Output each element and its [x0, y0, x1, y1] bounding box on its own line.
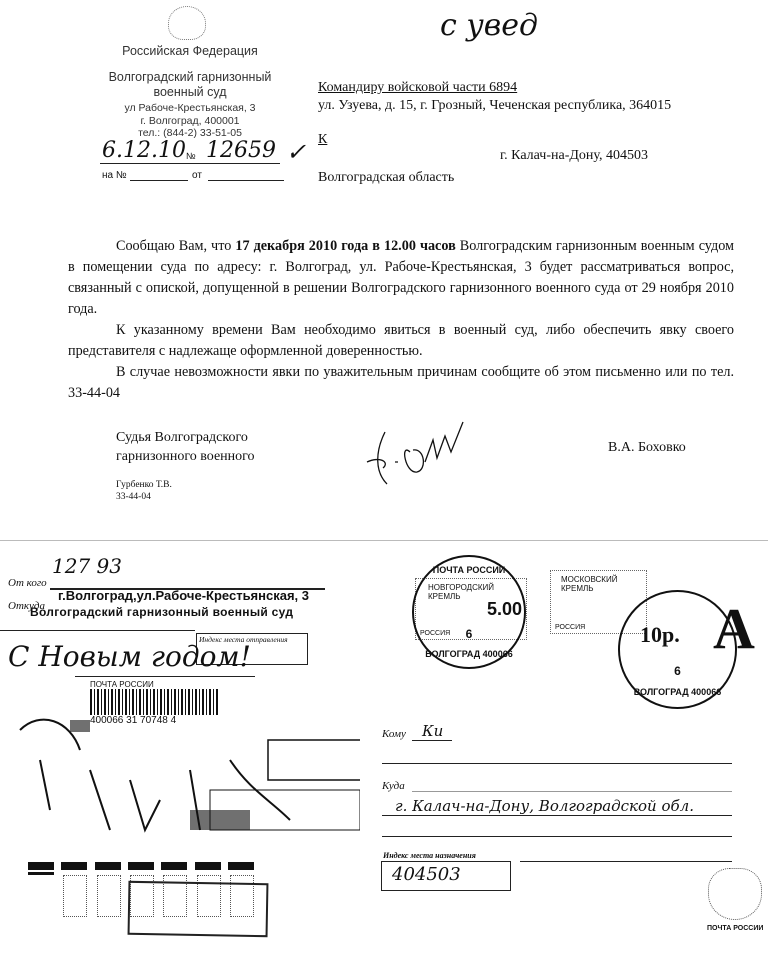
- top-handwritten-note: с увед: [440, 8, 538, 43]
- number-label: №: [186, 151, 196, 161]
- from-address: г.Волгоград,ул.Рабоче-Крестьянская, 3: [58, 588, 309, 603]
- coat-of-arms-emblem: [168, 6, 206, 40]
- recipient-line3: г. Калач-на-Дону, 404503: [500, 148, 649, 163]
- reply-label: на №: [102, 170, 127, 181]
- recipient-line1: Командиру войсковой части 6894: [318, 80, 518, 95]
- check-mark: ✓: [286, 138, 307, 166]
- executor-phone: 33-44-04: [116, 492, 151, 502]
- class-mark-a: A: [713, 596, 755, 661]
- from-name: Волгоградский гарнизонный военный суд: [30, 605, 294, 619]
- paragraph-1: Сообщаю Вам, что 17 декабря 2010 года в 12.00 часов Волгоградским гарнизонным военным судом в помещении суда по адресу: г. Волгоград, ул. Рабоче-Крестьянская, 3 будет рассматриваться вопрос, связанный с опиской, допущенной в решении Волгоградского гарнизонного военного суда от 29 ноября 2010 года.: [68, 238, 735, 317]
- from-whom-label: От кого: [8, 577, 47, 589]
- greeting-text: С Новым годом!: [8, 640, 251, 673]
- sender-court-line2: военный суд: [153, 85, 227, 99]
- sender-city: г. Волгоград, 400001: [140, 115, 240, 127]
- to-label: Кому: [382, 728, 406, 740]
- sender-index-box: Индекс места отправления: [196, 633, 308, 665]
- dest-index-box: 404503: [381, 861, 511, 891]
- where-value: г. Калач-на-Дону, Волгоградской обл.: [395, 797, 694, 815]
- recipient-k: К: [318, 132, 328, 147]
- sender-country: Российская Федерация: [122, 44, 258, 58]
- sender-court-line1: Волгоградский гарнизонный: [108, 70, 272, 84]
- letter-body: [68, 236, 734, 404]
- envelope-handwritten-number: 127 93: [52, 554, 122, 578]
- russian-post-logo: [708, 868, 762, 920]
- to-value: Ки: [422, 722, 444, 740]
- sender-phone: тел.: (844-2) 33-51-05: [138, 127, 242, 139]
- envelope-illustration: [10, 700, 360, 840]
- postage-stamp-2: МОСКОВСКИЙ КРЕМЛЬ РОССИЯ: [550, 570, 647, 634]
- where-from-label: Откуда: [8, 600, 45, 612]
- signer-name: В.А. Боховко: [608, 440, 686, 455]
- barcode: ПОЧТА РОССИИ 400066 31 70748 4: [90, 680, 220, 732]
- russian-post-logo-text: ПОЧТА РОССИИ: [707, 925, 764, 932]
- handwritten-signature: [355, 412, 465, 487]
- outgoing-number: 12659: [206, 138, 276, 163]
- paragraph-2: К указанному времени Вам необходимо явиться в военный суд, либо обеспечить явку своего представителя с надлежаще оформленной доверенностью.: [68, 322, 734, 359]
- recipient-line4: Волгоградская область: [318, 170, 455, 185]
- outgoing-date: 6.12.10: [102, 138, 186, 163]
- signer-title: Судья Волгоградского гарнизонного военного: [116, 430, 255, 464]
- executor-name: Гурбенко Т.В.: [116, 480, 172, 490]
- recipient-line2: ул. Узуева, д. 15, г. Грозный, Чеченская республика, 364015: [318, 98, 672, 113]
- where-label: Куда: [382, 780, 405, 792]
- postage-stamp-1: НОВГОРОДСКИЙ КРЕМЛЬ 5.00 РОССИЯ: [415, 578, 527, 640]
- sender-street: ул Рабоче-Крестьянская, 3: [124, 102, 256, 114]
- postmark-1: ПОЧТА РОССИИ 6 ВОЛГОГРАД 400066: [412, 555, 526, 669]
- paragraph-3: В случае невозможности явки по уважительным причинам сообщите об этом письменно или по тел. 33-44-04: [68, 364, 734, 401]
- postmark-2: 10р. 6 ВОЛГОГРАД 400066: [618, 590, 737, 709]
- from-label: от: [192, 170, 202, 181]
- dest-index-label: Индекс места назначения: [383, 851, 476, 860]
